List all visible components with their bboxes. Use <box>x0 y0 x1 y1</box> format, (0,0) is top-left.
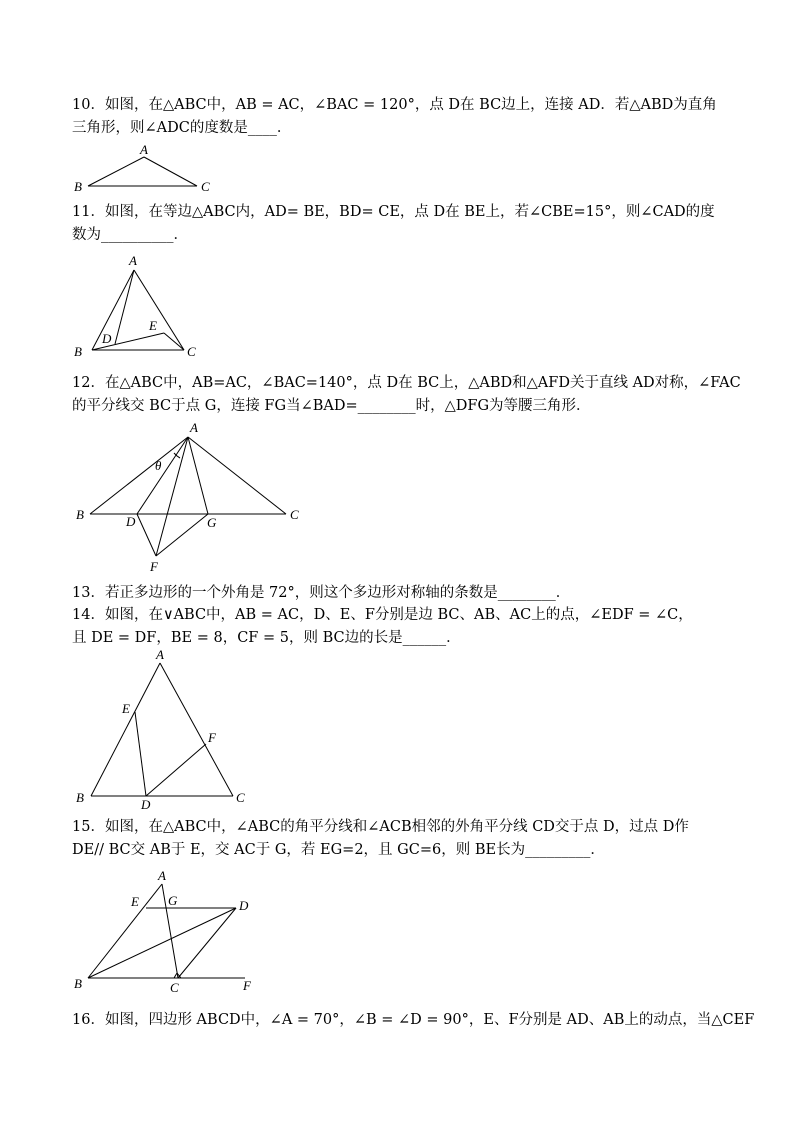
fig11-label-e: E <box>149 318 157 333</box>
fig12-label-c: C <box>290 507 299 522</box>
problem-11-line-2: 数为__________． <box>72 227 188 243</box>
problem-10-line-1: 10．如图，在△ABC中，AB = AC，∠BAC = 120°，点 D在 BC边上，连接 AD．若△ABD为直角 <box>72 97 717 113</box>
fig14-label-b: B <box>76 790 84 805</box>
figure-15 <box>88 884 245 978</box>
fig11-label-a: A <box>129 253 137 268</box>
fig15-label-b: B <box>74 976 82 991</box>
fig12-label-a: A <box>190 420 198 435</box>
fig14-label-d: D <box>141 797 151 812</box>
problem-12-line-1: 12．在△ABC中，AB=AC，∠BAC=140°，点 D在 BC上，△ABD和△AFD关于直线 AD对称，∠FAC <box>72 375 741 391</box>
fig15-label-d: D <box>239 898 249 913</box>
problem-15-line-1: 15．如图，在△ABC中，∠ABC的角平分线和∠ACB相邻的外角平分线 CD交于点 D，过点 D作 <box>72 819 689 835</box>
problem-16-line-1: 16．如图，四边形 ABCD中，∠A = 70°，∠B = ∠D = 90°，E、F分别是 AD、AB上的动点，当△CEF <box>72 1012 755 1028</box>
figure-12 <box>90 437 286 556</box>
fig11-label-b: B <box>74 344 82 359</box>
problem-12-line-2: 的平分线交 BC于点 G，连接 FG当∠BAD=________时，△DFG为等腰三角形． <box>72 398 591 414</box>
fig10-label-c: C <box>201 179 210 194</box>
fig11-label-c: C <box>187 344 196 359</box>
fig15-label-e: E <box>131 894 139 909</box>
problem-14-line-2: 且 DE = DF，BE = 8，CF = 5，则 BC边的长是______． <box>72 630 461 646</box>
fig15-label-f: F <box>243 978 251 993</box>
fig15-label-c: C <box>170 980 179 995</box>
fig11-label-d: D <box>102 331 112 346</box>
fig12-label-theta: θ <box>155 458 162 473</box>
fig10-label-b: B <box>74 179 82 194</box>
problem-11-line-1: 11．如图，在等边△ABC内，AD= BE，BD= CE，点 D在 BE上，若∠CBE=15°，则∠CAD的度 <box>72 204 715 220</box>
fig12-label-b: B <box>76 507 84 522</box>
figure-10 <box>88 157 197 186</box>
fig15-label-a: A <box>158 868 166 883</box>
fig14-label-c: C <box>236 790 245 805</box>
fig12-label-f: F <box>150 559 158 574</box>
fig14-label-f: F <box>208 730 216 745</box>
fig14-label-a: A <box>156 647 164 662</box>
fig15-label-g: G <box>168 893 178 908</box>
problem-15-line-2: DE// BC交 AB于 E，交 AC于 G，若 EG=2，且 GC=6，则 BE长为_________． <box>72 842 605 858</box>
problem-10-line-2: 三角形，则∠ADC的度数是____． <box>72 120 292 136</box>
fig14-label-e: E <box>122 701 130 716</box>
fig10-label-a: A <box>140 142 148 157</box>
fig12-label-g: G <box>207 515 217 530</box>
fig12-label-d: D <box>126 514 136 529</box>
problem-14-line-1: 14．如图，在∨ABC中，AB = AC，D、E、F分别是边 BC、AB、AC上的点，∠EDF = ∠C， <box>72 607 693 623</box>
problem-13-line-1: 13．若正多边形的一个外角是 72°，则这个多边形对称轴的条数是________． <box>72 585 571 601</box>
